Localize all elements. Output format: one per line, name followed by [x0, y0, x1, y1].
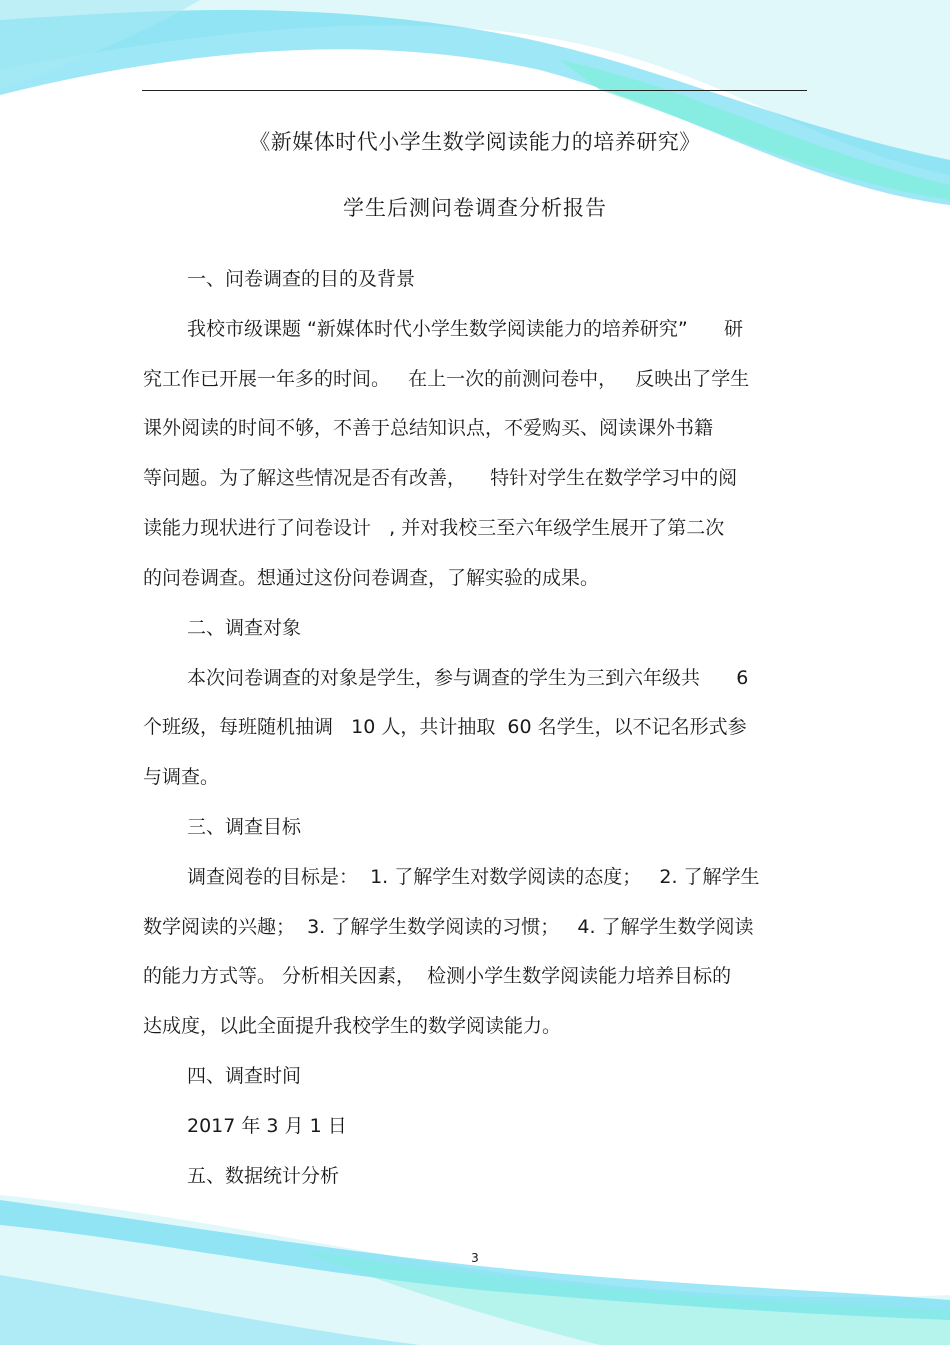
page-number: 3	[471, 1251, 479, 1265]
paragraph-line: 等问题。为了解这些情况是否有改善， 特针对学生在数学学习中的阅	[143, 467, 738, 489]
section-heading-analysis: 五、数据统计分析	[187, 1165, 340, 1187]
paragraph-line: 数学阅读的兴趣； 3. 了解学生数学阅读的习惯； 4. 了解学生数学阅读	[143, 916, 754, 938]
survey-date: 2017 年 3 月 1 日	[187, 1115, 347, 1137]
section-heading-purpose: 一、问卷调查的目的及背景	[187, 268, 416, 290]
paragraph-line: 的问卷调查。想通过这份问卷调查，了解实验的成果。	[143, 567, 600, 589]
paragraph-line: 本次问卷调查的对象是学生，参与调查的学生为三到六年级共 6	[187, 667, 749, 689]
paragraph-line: 与调查。	[143, 766, 220, 788]
section-heading-time: 四、调查时间	[187, 1065, 302, 1087]
paragraph-line: 究工作已开展一年多的时间。 在上一次的前测问卷中， 反映出了学生	[143, 368, 750, 390]
paragraph-line: 课外阅读的时间不够，不善于总结知识点，不爱购买、阅读课外书籍	[143, 417, 714, 439]
section-heading-goals: 三、调查目标	[187, 816, 302, 838]
paragraph-line: 我校市级课题 “新媒体时代小学生数学阅读能力的培养研究” 研	[187, 318, 743, 340]
paragraph-line: 达成度，以此全面提升我校学生的数学阅读能力。	[143, 1015, 562, 1037]
header-rule	[142, 90, 807, 91]
paragraph-line: 读能力现状进行了问卷设计 , 并对我校三至六年级学生展开了第二次	[143, 517, 725, 539]
paragraph-line: 的能力方式等。 分析相关因素， 检测小学生数学阅读能力培养目标的	[143, 965, 732, 987]
paragraph-line: 调查阅卷的目标是： 1. 了解学生对数学阅读的态度； 2. 了解学生	[187, 866, 760, 888]
paragraph-line: 个班级，每班随机抽调 10 人，共计抽取 60 名学生，以不记名形式参	[143, 716, 747, 738]
document-subtitle: 学生后测问卷调查分析报告	[343, 196, 607, 220]
document-title: 《新媒体时代小学生数学阅读能力的培养研究》	[249, 130, 701, 154]
section-heading-subjects: 二、调查对象	[187, 617, 302, 639]
